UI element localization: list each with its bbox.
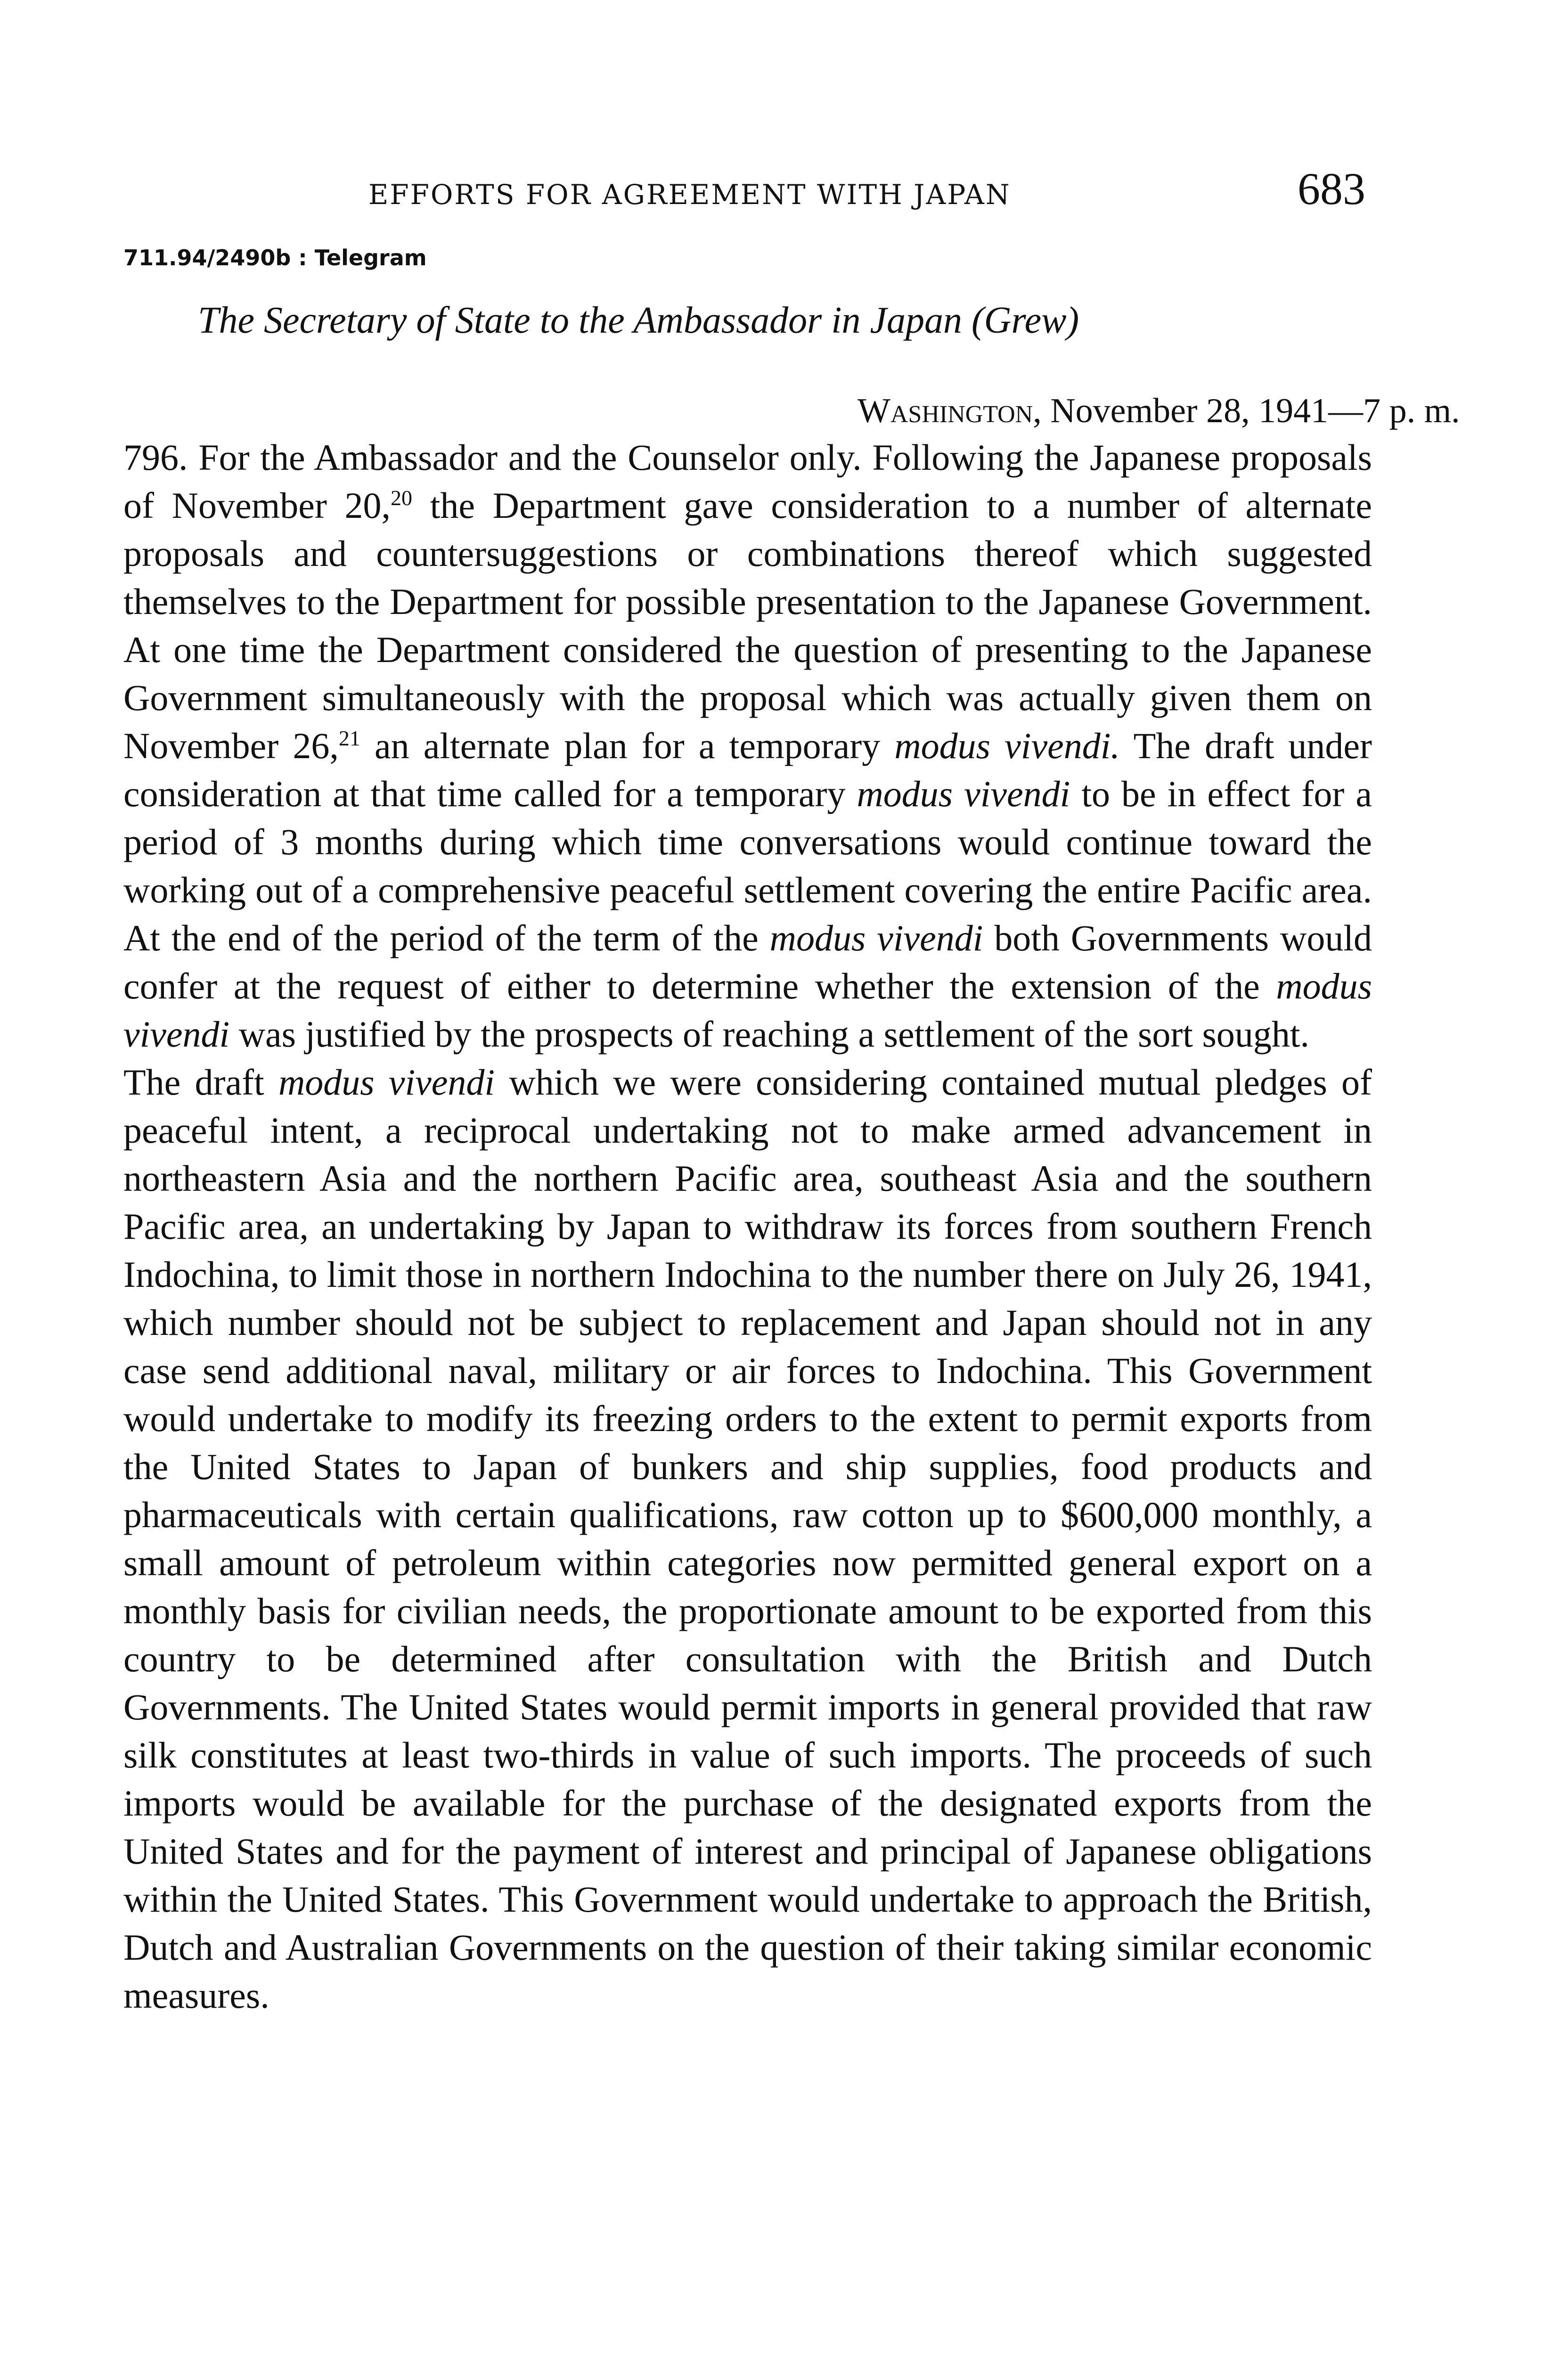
dateline	[858, 391, 1460, 431]
footnote-ref-21[interactable]: 21	[338, 726, 360, 750]
italic-term: modus vivendi	[123, 965, 1372, 1055]
text-run: the Department gave consideration to a number of alternate proposals and countersuggestions or combinations thereof which suggested themselves to the Department for possible presentation to the Japanese Government. At one time the Department considered the question of presenting to the Japanese Government simultaneously with the proposal which was actually given them on November 26,	[123, 485, 1372, 766]
document-title: The Secretary of State to the Ambassador in Japan (Grew)	[198, 300, 1079, 341]
text-run: both Governments would confer at the request of either to determine whether the extension of the	[123, 917, 1372, 1006]
running-title: EFFORTS FOR AGREEMENT WITH JAPAN	[368, 179, 1011, 211]
running-head	[123, 163, 1365, 214]
dateline-date: November 28, 1941—7 p. m.	[1050, 392, 1460, 430]
footnote-ref-20[interactable]: 20	[391, 486, 413, 510]
text-run: The draft under consideration at that time called for a temporary	[123, 725, 1372, 814]
dateline-place: Washington,	[858, 392, 1042, 430]
paragraph-1	[123, 434, 1372, 1058]
paragraph-2	[123, 1058, 1372, 2020]
text-run: which we were considering contained mutual pledges of peaceful intent, a reciprocal undertaking not to make armed advancement in northeastern Asia and the northern Pacific area, southeast Asia and the southern Pacific area, an undertaking by Japan to withdraw its forces from southern French Indochina, to limit those in northern Indochina to the number there on July 26, 1941, which number should not be subject to replacement and Japan should not in any case send additional naval, military or air forces to Indochina. This Government would undertake to modify its freezing orders to the extent to permit exports from the United States to Japan of bunkers and ship supplies, food products and pharmaceuticals with certain qualifications, raw cotton up to $600,000 monthly, a small amount of petroleum within categories now permitted general export on a monthly basis for civilian needs, the proportionate amount to be exported from this country to be determined after consultation with the British and Dutch Governments. The United States would permit imports in general provided that raw silk constitutes at least two-thirds in value of such imports. The proceeds of such imports would be available for the purchase of the designated exports from the United States and for the payment of interest and principal of Japanese obligations within the United States. This Government would undertake to approach the British, Dutch and Australian Governments on the question of their taking similar economic measures.	[123, 1062, 1372, 2016]
text-run: The draft	[123, 1062, 278, 1103]
text-run: 796. For the Ambassador and the Counselor only. Following the Japanese proposals of November 20,	[123, 437, 1372, 526]
file-reference: 711.94/2490b : Telegram	[123, 245, 427, 270]
text-run: was justified by the prospects of reaching a settlement of the sort sought.	[229, 1014, 1309, 1055]
telegram-body	[123, 434, 1372, 2020]
italic-term: modus vivendi.	[894, 725, 1120, 766]
italic-term: modus vivendi	[769, 917, 983, 958]
page-number: 683	[1298, 164, 1365, 214]
italic-term: modus vivendi	[857, 773, 1070, 814]
italic-term: modus vivendi	[278, 1062, 495, 1103]
text-run: to be in effect for a period of 3 months during which time conversations would continue toward the working out of a comprehensive peaceful settlement covering the entire Pacific area. At the end of the period of the term of the	[123, 773, 1372, 958]
text-run: an alternate plan for a temporary	[360, 725, 895, 766]
